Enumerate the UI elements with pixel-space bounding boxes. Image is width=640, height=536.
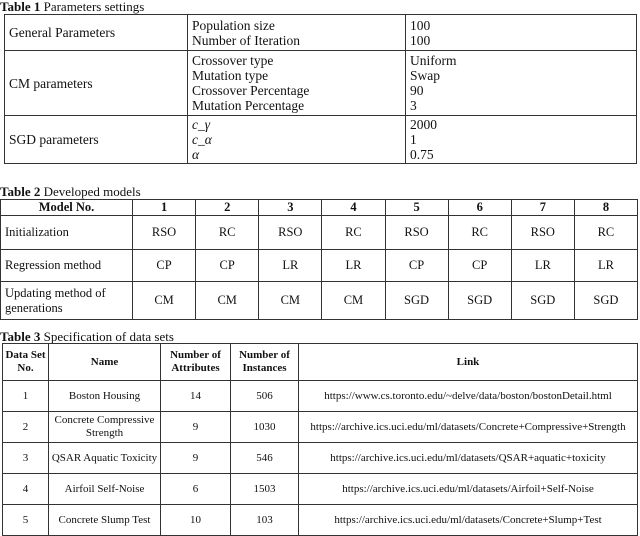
table-row xyxy=(5,15,637,51)
cell: 1 xyxy=(3,381,49,412)
link-cell: https://archive.ics.uci.edu/ml/datasets/Airfoil+Self-Noise xyxy=(299,474,638,505)
cell: RC xyxy=(574,216,637,250)
param-name: Number of Iteration xyxy=(192,32,300,48)
column-header: Model No. xyxy=(1,200,133,216)
values-cell xyxy=(406,15,637,51)
cell: 5 xyxy=(3,505,49,536)
cell: 1503 xyxy=(231,474,299,505)
cell: RSO xyxy=(385,216,448,250)
params-cell xyxy=(188,51,406,116)
table3-label: Table 3 xyxy=(0,329,41,344)
table-row xyxy=(3,412,638,443)
group-cell: SGD parameters xyxy=(5,116,188,164)
cell: 103 xyxy=(231,505,299,536)
column-header: Data Set No. xyxy=(3,344,49,381)
param-name: Crossover Percentage xyxy=(192,83,310,98)
column-header: 3 xyxy=(259,200,322,216)
table2-caption-text: Developed models xyxy=(43,184,141,199)
cell: 3 xyxy=(3,443,49,474)
param-value: 0.75 xyxy=(410,147,434,162)
cell: RSO xyxy=(511,216,574,250)
param-name: Population size xyxy=(192,17,275,33)
table3-caption xyxy=(0,330,174,343)
param-value: 2000 xyxy=(410,117,437,132)
link-cell: https://archive.ics.uci.edu/ml/datasets/Concrete+Slump+Test xyxy=(299,505,638,536)
table2-label: Table 2 xyxy=(0,184,41,199)
group-cell: CM parameters xyxy=(5,51,188,116)
column-header: Name xyxy=(49,344,161,381)
param-value: 3 xyxy=(410,98,417,113)
values-cell xyxy=(406,51,637,116)
param-value: Uniform xyxy=(410,53,457,68)
column-header: Number of Attributes xyxy=(161,344,231,381)
table3-caption-text: Specification of data sets xyxy=(43,329,174,344)
param-name: c_γ xyxy=(192,117,211,132)
cell: RSO xyxy=(259,216,322,250)
models-table xyxy=(0,199,638,320)
column-header: Number of Instances xyxy=(231,344,299,381)
cell: CM xyxy=(133,282,196,320)
cell: 4 xyxy=(3,474,49,505)
column-header: 7 xyxy=(511,200,574,216)
cell: CP xyxy=(133,250,196,282)
table-row xyxy=(3,474,638,505)
cell: RC xyxy=(196,216,259,250)
column-header: 6 xyxy=(448,200,511,216)
link-cell: https://archive.ics.uci.edu/ml/datasets/QSAR+aquatic+toxicity xyxy=(299,443,638,474)
param-value: 1 xyxy=(410,132,417,147)
cell: 1030 xyxy=(231,412,299,443)
cell: 9 xyxy=(161,443,231,474)
cell: CP xyxy=(448,250,511,282)
table-row xyxy=(5,116,637,164)
param-name: Mutation type xyxy=(192,68,269,83)
parameters-table xyxy=(4,14,637,164)
values-cell xyxy=(406,116,637,164)
datasets-table xyxy=(2,343,638,536)
column-header: 1 xyxy=(133,200,196,216)
params-cell xyxy=(188,15,406,51)
cell: SGD xyxy=(511,282,574,320)
cell: Concrete Slump Test xyxy=(49,505,161,536)
row-label: Updating method of generations xyxy=(1,282,133,320)
link-cell: https://archive.ics.uci.edu/ml/datasets/Concrete+Compressive+Strength xyxy=(299,412,638,443)
cell: 9 xyxy=(161,412,231,443)
params-cell xyxy=(188,116,406,164)
param-name: Crossover type xyxy=(192,53,274,68)
column-header: Link xyxy=(299,344,638,381)
column-header: 2 xyxy=(196,200,259,216)
cell: Boston Housing xyxy=(49,381,161,412)
cell: QSAR Aquatic Toxicity xyxy=(49,443,161,474)
param-name: c_α xyxy=(192,132,212,147)
column-header: 4 xyxy=(322,200,385,216)
param-value: Swap xyxy=(410,68,440,83)
param-name: α xyxy=(192,147,200,162)
row-label: Regression method xyxy=(1,250,133,282)
cell: 6 xyxy=(161,474,231,505)
column-header: 5 xyxy=(385,200,448,216)
column-header: 8 xyxy=(574,200,637,216)
cell: CM xyxy=(196,282,259,320)
cell: SGD xyxy=(385,282,448,320)
cell: 546 xyxy=(231,443,299,474)
table-row xyxy=(5,51,637,116)
table-row xyxy=(3,505,638,536)
cell: CM xyxy=(259,282,322,320)
param-value: 90 xyxy=(410,83,424,98)
table-row xyxy=(3,381,638,412)
cell: CM xyxy=(322,282,385,320)
cell: LR xyxy=(322,250,385,282)
cell: CP xyxy=(196,250,259,282)
link-cell: https://www.cs.toronto.edu/~delve/data/boston/bostonDetail.html xyxy=(299,381,638,412)
cell: 2 xyxy=(3,412,49,443)
cell: LR xyxy=(511,250,574,282)
param-value: 100 xyxy=(410,32,431,48)
table1-caption-text: Parameters settings xyxy=(43,0,145,14)
table1-label: Table 1 xyxy=(0,0,41,14)
table-row xyxy=(1,282,638,320)
group-cell: General Parameters xyxy=(5,15,188,51)
cell: 14 xyxy=(161,381,231,412)
cell: SGD xyxy=(574,282,637,320)
cell: LR xyxy=(259,250,322,282)
table-row xyxy=(1,216,638,250)
cell: CP xyxy=(385,250,448,282)
cell: SGD xyxy=(448,282,511,320)
table-row xyxy=(3,443,638,474)
cell: Concrete Compressive Strength xyxy=(49,412,161,443)
cell: LR xyxy=(574,250,637,282)
param-value: 100 xyxy=(410,17,431,33)
cell: RSO xyxy=(133,216,196,250)
table-row xyxy=(1,250,638,282)
table1-caption xyxy=(0,0,144,13)
cell: RC xyxy=(322,216,385,250)
cell: Airfoil Self-Noise xyxy=(49,474,161,505)
table2-caption xyxy=(0,185,141,198)
row-label: Initialization xyxy=(1,216,133,250)
cell: 10 xyxy=(161,505,231,536)
param-name: Mutation Percentage xyxy=(192,98,305,113)
cell: RC xyxy=(448,216,511,250)
cell: 506 xyxy=(231,381,299,412)
